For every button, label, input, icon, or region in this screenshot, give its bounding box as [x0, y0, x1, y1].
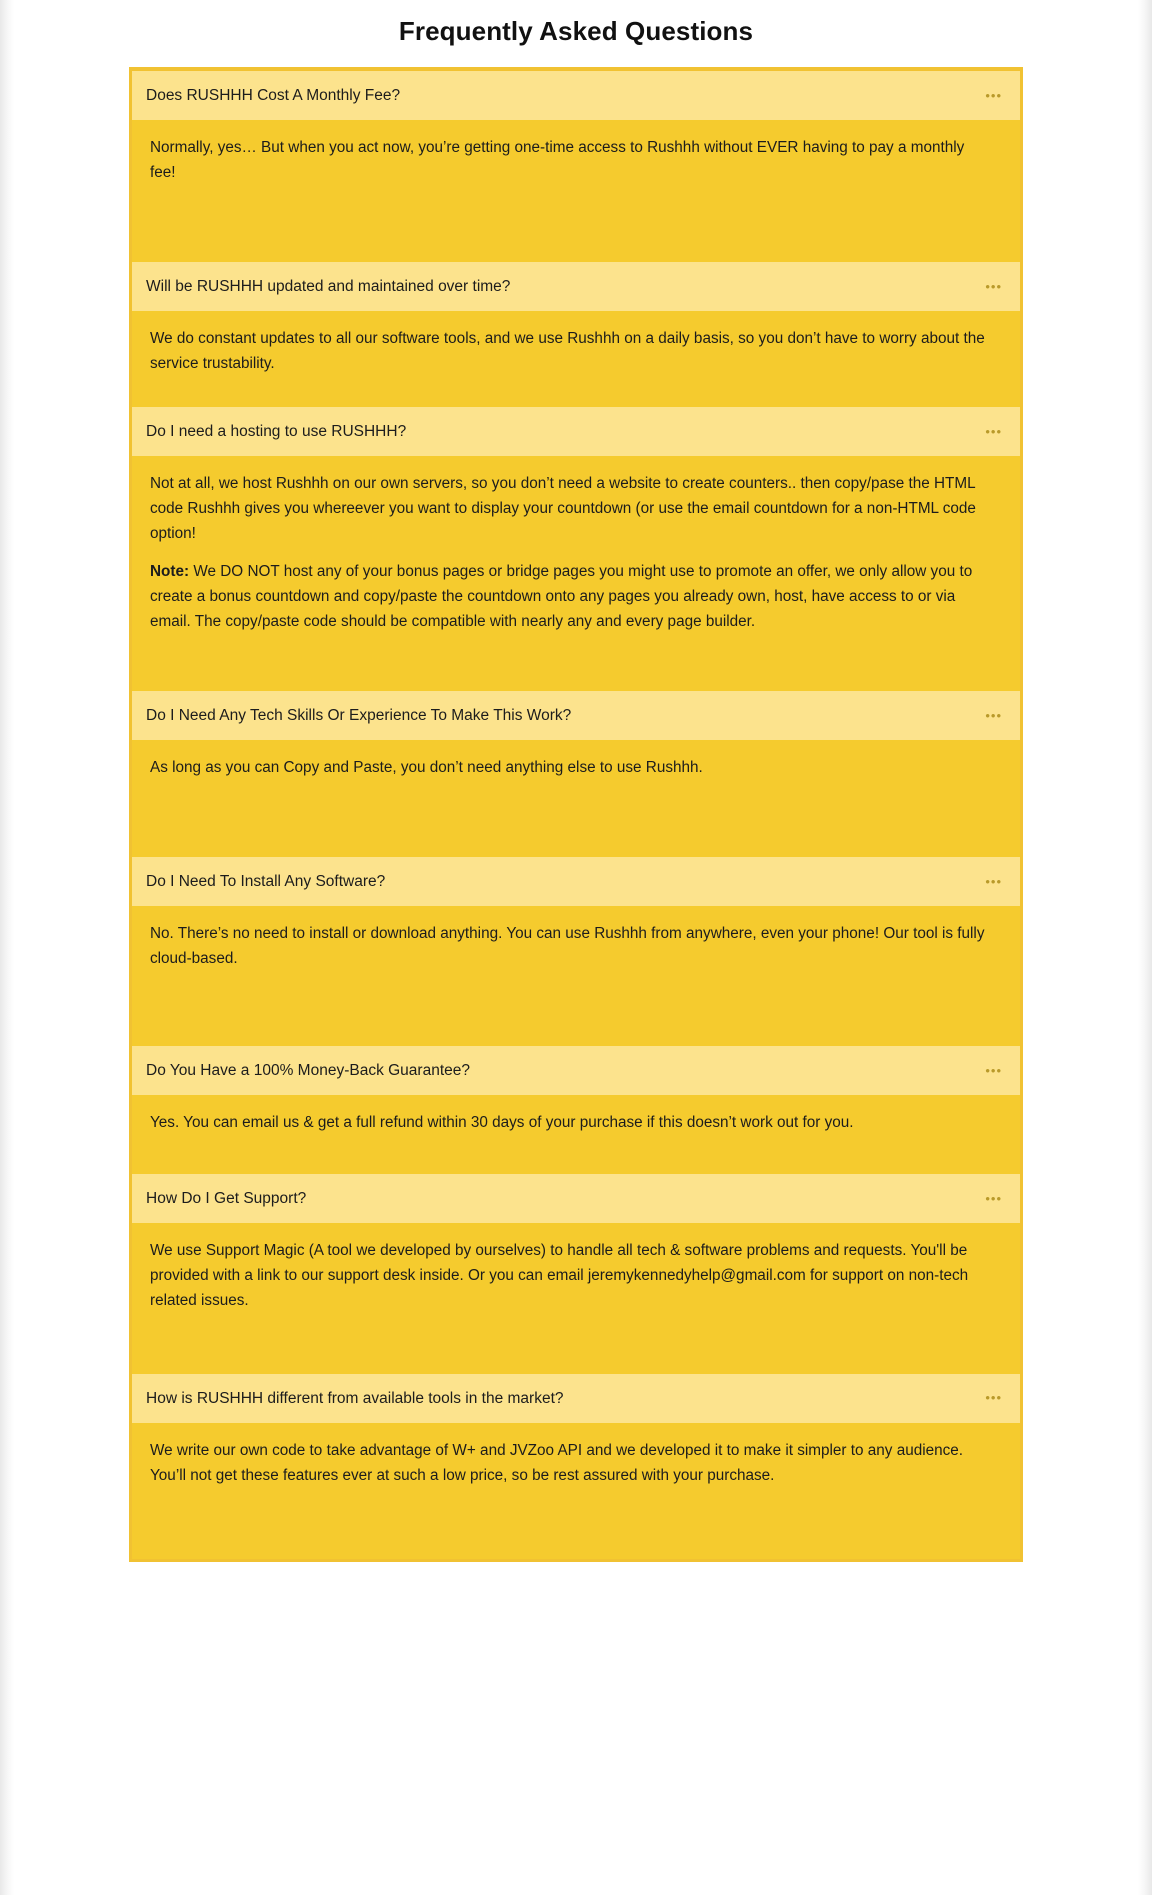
faq-answer-panel [132, 120, 1020, 262]
page-title: Frequently Asked Questions [398, 16, 754, 46]
faq-question-header[interactable] [132, 1374, 1020, 1423]
ellipsis-menu-icon[interactable]: ••• [985, 707, 1002, 723]
ellipsis-menu-icon[interactable]: ••• [985, 87, 1002, 103]
faq-answer-spacer [150, 795, 994, 857]
faq-question-header[interactable] [132, 1046, 1020, 1095]
faq-answer-paragraph: We write our own code to take advantage of W+ and JVZoo API and we developed it to make it simpler to any audience. You’ll not get these features ever at such a low price, so be rest assured with your purchase. [150, 1442, 964, 1484]
ellipsis-menu-icon[interactable]: ••• [985, 278, 1002, 294]
faq-answer-panel [132, 1223, 1020, 1373]
faq-answer-spacer [150, 986, 994, 1046]
ellipsis-menu-icon[interactable]: ••• [985, 873, 1002, 889]
faq-answer-paragraph: We do constant updates to all our software tools, and we use Rushhh on a daily basis, so you don’t have to worry about the service trustability. [150, 330, 985, 373]
faq-answer-spacer [150, 1150, 994, 1174]
faq-answer-panel [132, 906, 1020, 1046]
faq-question-header[interactable] [132, 407, 1020, 456]
faq-question-header[interactable] [132, 71, 1020, 120]
faq-answer-paragraph: As long as you can Copy and Paste, you don’t need anything else to use Rushhh. [150, 759, 703, 777]
faq-item [132, 407, 1020, 691]
faq-answer-spacer [150, 1328, 994, 1374]
ellipsis-menu-icon[interactable]: ••• [985, 1190, 1002, 1206]
faq-item [132, 1374, 1020, 1559]
faq-question-label: How is RUSHHH different from available tools in the market? [146, 1389, 564, 1407]
faq-answer-paragraph: No. There’s no need to install or download anything. You can use Rushhh from anywhere, even your phone! Our tool is fully cloud-based. [150, 925, 985, 968]
faq-answer-note [150, 560, 994, 634]
page-edge-shade-left [0, 0, 14, 1895]
page-edge-shade-right [1138, 0, 1152, 1895]
faq-answer-panel [132, 1095, 1020, 1174]
faq-question-header[interactable] [132, 691, 1020, 740]
faq-question-label: Do You Have a 100% Money-Back Guarantee? [146, 1061, 470, 1079]
faq-answer-paragraph: We use Support Magic (A tool we developed by ourselves) to handle all tech & software problems and requests. You'll be provided with a link to our support desk inside. Or you can email jeremykennedyhelp@gmail.com for support on non-tech related issues. [150, 1242, 969, 1309]
faq-answer-spacer [150, 649, 994, 691]
faq-answer-spacer [150, 1503, 994, 1559]
faq-question-header[interactable] [132, 1174, 1020, 1223]
faq-answer-spacer [150, 200, 994, 262]
faq-question-label: Do I Need To Install Any Software? [146, 872, 386, 890]
faq-question-label: Will be RUSHHH updated and maintained over time? [146, 277, 511, 295]
ellipsis-menu-icon[interactable]: ••• [985, 423, 1002, 439]
faq-item [132, 857, 1020, 1046]
faq-answer-spacer [150, 391, 994, 407]
faq-question-header[interactable] [132, 857, 1020, 906]
faq-item [132, 71, 1020, 262]
faq-question-label: Do I need a hosting to use RUSHHH? [146, 422, 407, 440]
faq-item [132, 691, 1020, 857]
faq-answer-paragraph: Not at all, we host Rushhh on our own servers, so you don’t need a website to create counters.. then copy/pase the HTML code Rushhh gives you whereever you want to display your countdown (or use the email countdown for a non-HTML code option! [150, 475, 976, 542]
ellipsis-menu-icon[interactable]: ••• [985, 1390, 1002, 1406]
faq-note-text: We DO NOT host any of your bonus pages or bridge pages you might use to promote an offer, we only allow you to create a bonus countdown and copy/paste the countdown onto any pages you already own, host, have access to or via email. The copy/paste code should be compatible with nearly any and every page builder. [150, 563, 973, 631]
faq-question-label: Do I Need Any Tech Skills Or Experience To Make This Work? [146, 706, 572, 724]
faq-question-header[interactable] [132, 262, 1020, 311]
faq-answer-panel [132, 1423, 1020, 1559]
ellipsis-menu-icon[interactable]: ••• [985, 1062, 1002, 1078]
faq-question-label: How Do I Get Support? [146, 1189, 307, 1207]
faq-answer-panel [132, 456, 1020, 691]
faq-answer-panel [132, 740, 1020, 857]
faq-accordion-list [129, 67, 1023, 1562]
faq-item [132, 262, 1020, 407]
faq-answer-paragraph: Yes. You can email us & get a full refund within 30 days of your purchase if this doesn’t work out for you. [150, 1114, 854, 1132]
faq-note-label: Note: [150, 563, 190, 581]
faq-item [132, 1046, 1020, 1174]
faq-question-label: Does RUSHHH Cost A Monthly Fee? [146, 87, 401, 104]
faq-item [132, 1174, 1020, 1374]
faq-answer-panel [132, 311, 1020, 407]
faq-answer-paragraph: Normally, yes… But when you act now, you’re getting one-time access to Rushhh without EVER having to pay a monthly fee! [150, 139, 965, 182]
